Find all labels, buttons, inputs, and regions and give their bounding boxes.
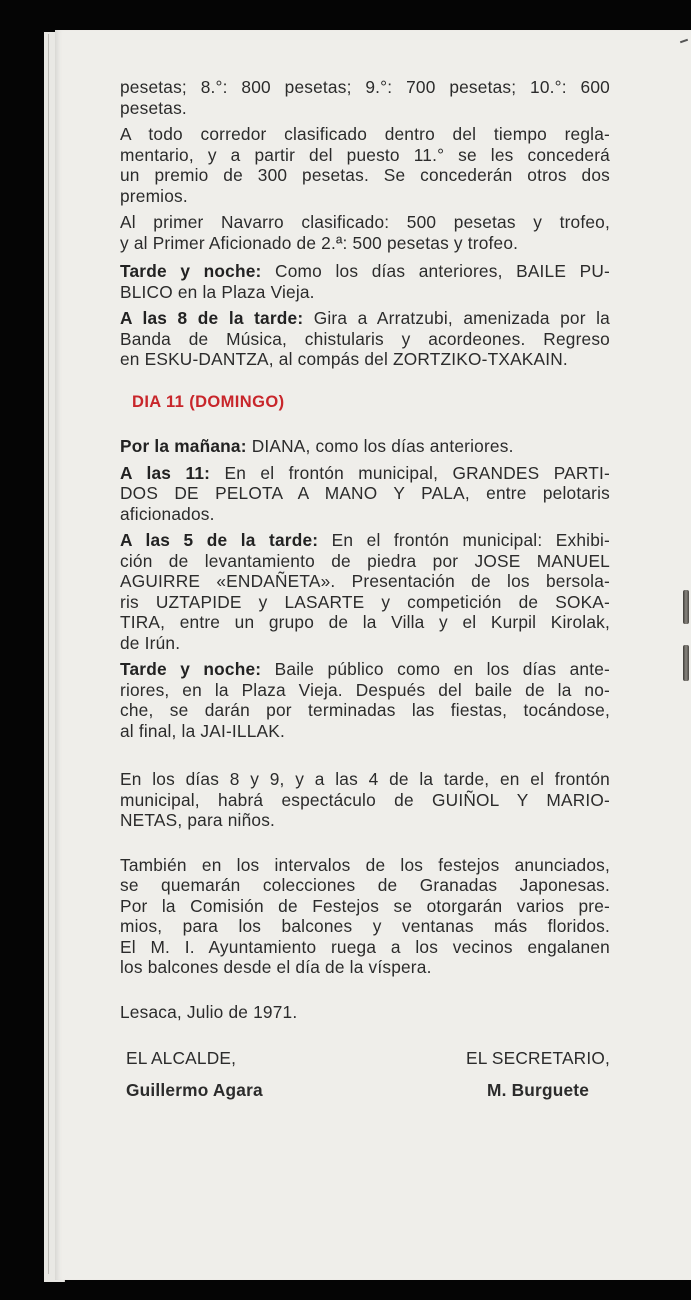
text-line: Al primer Navarro clasificado: 500 pesetas y trofeo, xyxy=(120,212,610,232)
text-line: ción de levantamiento de piedra por JOSE MANUEL xyxy=(120,550,610,571)
event-first-line xyxy=(120,463,610,484)
signature-title-mayor: EL ALCALDE, xyxy=(126,1048,237,1068)
day11-events xyxy=(120,436,610,741)
binder-clip-icon xyxy=(683,645,689,681)
event-item xyxy=(120,659,610,741)
text-line: pesetas; 8.°: 800 pesetas; 9.°: 700 pesetas; 10.°: 600 xyxy=(120,77,610,97)
signatures xyxy=(120,1048,610,1100)
event-time-label: Por la mañana: xyxy=(120,436,247,456)
text-line: También en los intervalos de los festejos anunciados, xyxy=(120,854,610,875)
text-line: NETAS, para niños. xyxy=(120,810,276,830)
event-item xyxy=(120,463,610,525)
text-line: aficionados. xyxy=(120,503,215,524)
document-content xyxy=(120,77,610,1100)
text-line: mios, para los balcones y ventanas más floridos. xyxy=(120,916,610,936)
event-time-label: Tarde y noche: xyxy=(120,261,262,281)
event-item xyxy=(120,530,610,653)
event-time-label: A las 11: xyxy=(120,462,211,483)
day10-events xyxy=(120,261,610,370)
event-description: En el frontón municipal: Exhibi- xyxy=(318,530,611,550)
event-item xyxy=(120,436,610,457)
text-line: al final, la JAI-ILLAK. xyxy=(120,720,286,741)
event-time-label: A las 5 de la tarde: xyxy=(120,530,319,550)
text-line: ris UZTAPIDE y LASARTE y competición de SOKA- xyxy=(120,591,610,612)
text-line: AGUIRRE «ENDAÑETA». Presentación de los bersola- xyxy=(120,571,610,591)
text-line: che, se darán por terminadas las fiestas, tocándose, xyxy=(120,700,610,720)
signature-secretary xyxy=(466,1048,610,1100)
text-line: El M. I. Ayuntamiento ruega a los vecinos engalanen xyxy=(120,936,610,957)
text-line: y al Primer Aficionado de 2.ª: 500 pesetas y trofeo. xyxy=(120,232,519,253)
event-time-label: A las 8 de la tarde: xyxy=(120,308,304,328)
event-first-line xyxy=(120,261,610,282)
day11-heading: DIA 11 (DOMINGO) xyxy=(132,392,285,411)
notice-general xyxy=(120,855,610,978)
signature-mayor xyxy=(120,1048,263,1100)
text-line: se quemarán colecciones de Granadas Japonesas. xyxy=(120,875,610,895)
event-item xyxy=(120,261,610,302)
text-line: en ESKU-DANTZA, al compás del ZORTZIKO-TXAKAIN. xyxy=(120,349,568,369)
text-line: Banda de Música, chistularis y acordeones. Regreso xyxy=(120,328,610,349)
intro-paragraph xyxy=(120,77,610,118)
text-line: DOS DE PELOTA A MANO Y PALA, entre pelotaris xyxy=(120,483,610,503)
text-line: riores, en la Plaza Vieja. Después del baile de la no- xyxy=(120,679,610,700)
place-date: Lesaca, Julio de 1971. xyxy=(120,1001,298,1022)
text-line: Por la Comisión de Festejos se otorgarán varios pre- xyxy=(120,895,610,916)
text-line: BLICO en la Plaza Vieja. xyxy=(120,281,315,302)
text-line: los balcones desde el día de la víspera. xyxy=(120,957,432,977)
intro-section xyxy=(120,77,610,253)
text-line: premios. xyxy=(120,185,188,206)
text-line: municipal, habrá espectáculo de GUIÑOL Y MARIO- xyxy=(120,789,610,810)
event-description: En el frontón municipal, GRANDES PARTI- xyxy=(210,462,610,483)
event-description: Baile público como en los días ante- xyxy=(261,659,610,679)
notice-guinol xyxy=(120,769,610,831)
binder-clip-icon xyxy=(683,590,689,624)
event-description: DIANA, como los días anteriores. xyxy=(246,436,514,456)
intro-paragraph xyxy=(120,124,610,206)
event-item xyxy=(120,308,610,370)
text-line: un premio de 300 pesetas. Se concederán otros dos xyxy=(120,165,610,185)
text-line: TIRA, entre un grupo de la Villa y el Kurpil Kirolak, xyxy=(120,612,610,632)
signature-title-secretary: EL SECRETARIO, xyxy=(466,1048,610,1068)
signature-name-secretary: M. Burguete xyxy=(486,1079,590,1100)
text-line: pesetas. xyxy=(120,97,187,118)
text-line: A todo corredor clasificado dentro del tiempo regla- xyxy=(120,124,610,144)
intro-paragraph xyxy=(120,212,610,253)
page-spine-line xyxy=(48,34,49,1274)
event-description: Como los días anteriores, BAILE PU- xyxy=(261,261,610,281)
event-first-line xyxy=(120,530,610,551)
event-first-line xyxy=(120,436,610,457)
signature-name-mayor: Guillermo Agara xyxy=(126,1079,263,1100)
event-time-label: Tarde y noche: xyxy=(120,659,262,679)
text-line: mentario, y a partir del puesto 11.° se les concederá xyxy=(120,144,610,165)
text-line: En los días 8 y 9, y a las 4 de la tarde, en el frontón xyxy=(120,769,610,789)
event-first-line xyxy=(120,659,610,680)
event-first-line xyxy=(120,308,610,329)
text-line: de Irún. xyxy=(120,632,181,653)
event-description: Gira a Arratzubi, amenizada por la xyxy=(303,308,610,328)
